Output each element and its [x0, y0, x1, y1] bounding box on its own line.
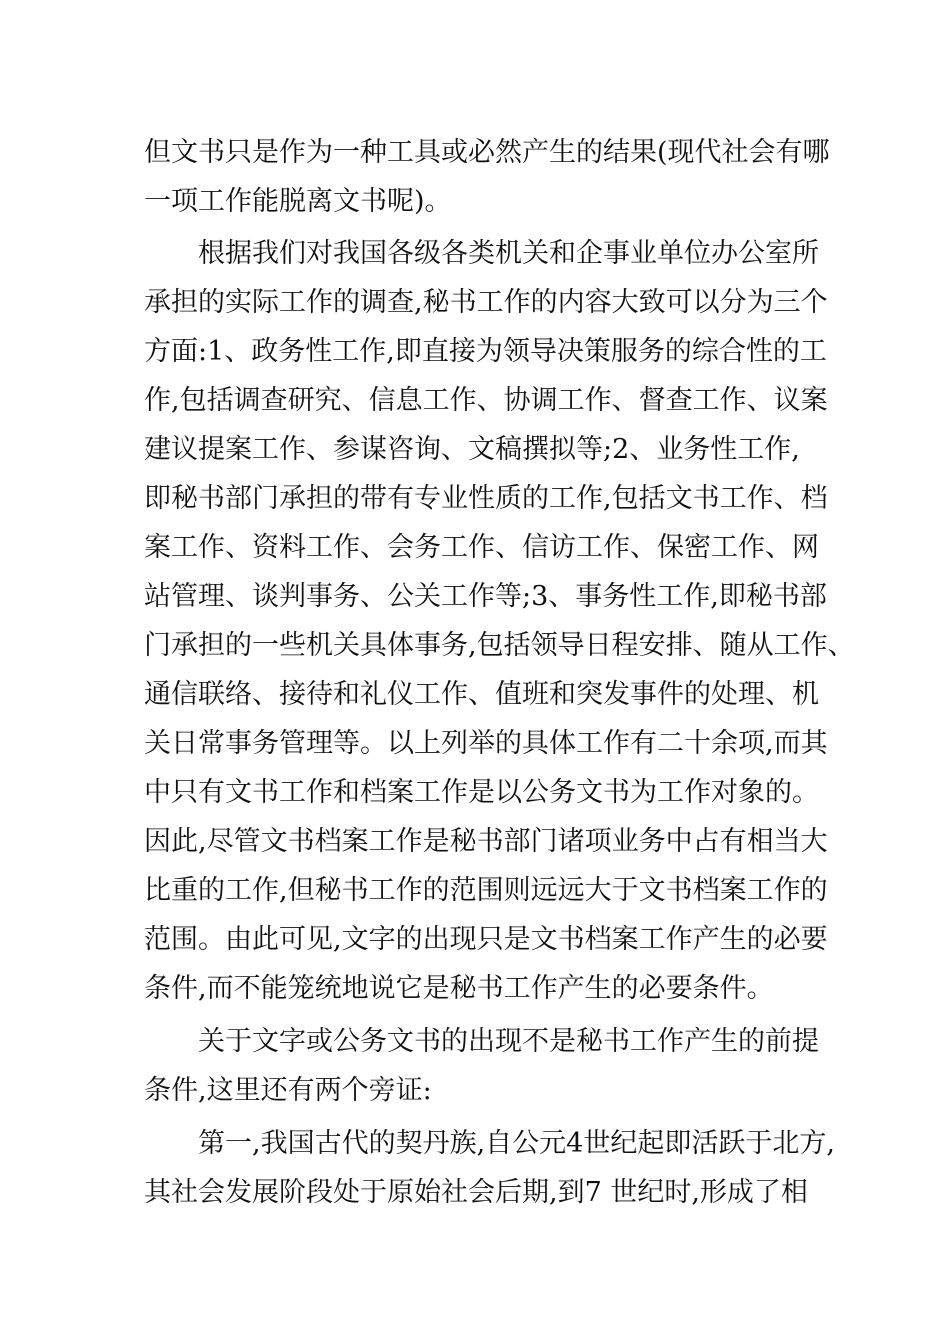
text-line: 其社会发展阶段处于原始社会后期,到7 世纪时,形成了相 — [144, 1177, 808, 1208]
text-line: 通信联络、接待和礼仪工作、值班和突发事件的处理、机 — [144, 679, 819, 710]
text-line: 案工作、资料工作、会务工作、信访工作、保密工作、网 — [144, 532, 819, 563]
text-line: 作,包括调查研究、信息工作、协调工作、督查工作、议案 — [144, 385, 828, 416]
text-line: 方面:1、政务性工作,即直接为领导决策服务的综合性的工 — [144, 336, 827, 367]
text-line: 条件,而不能笼统地说它是秘书工作产生的必要条件。 — [144, 973, 774, 1004]
text-line: 一项工作能脱离文书呢)。 — [144, 186, 452, 217]
paragraph-first-line: 根据我们对我国各级各类机关和企事业单位办公室所 — [198, 238, 819, 269]
text-line: 站管理、谈判事务、公关工作等;3、事务性工作,即秘书部 — [144, 581, 827, 612]
text-line: 比重的工作,但秘书工作的范围则远远大于文书档案工作的 — [144, 875, 828, 906]
text-line: 中只有文书工作和档案工作是以公务文书为工作对象的。 — [144, 777, 819, 808]
text-line: 承担的实际工作的调查,秘书工作的内容大致可以分为三个 — [144, 287, 828, 318]
text-line: 关日常事务管理等。以上列举的具体工作有二十余项,而其 — [144, 728, 828, 759]
text-line: 门承担的一些机关具体事务,包括领导日程安排、随从工作、 — [144, 630, 855, 661]
paragraph-first-line: 第一,我国古代的契丹族,自公元4世纪起即活跃于北方, — [198, 1128, 835, 1159]
paragraph-first-line: 关于文字或公务文书的出现不是秘书工作产生的前提 — [198, 1026, 819, 1057]
text-line: 建议提案工作、参谋咨询、文稿撰拟等;2、业务性工作, — [144, 434, 800, 465]
text-line: 即秘书部门承担的带有专业性质的工作,包括文书工作、档 — [144, 483, 828, 514]
text-line: 条件,这里还有两个旁证: — [144, 1075, 432, 1106]
text-line: 范围。由此可见,文字的出现只是文书档案工作产生的必要 — [144, 924, 828, 955]
text-line: 但文书只是作为一种工具或必然产生的结果(现代社会有哪 — [144, 137, 830, 168]
text-line: 因此,尽管文书档案工作是秘书部门诸项业务中占有相当大 — [144, 826, 828, 857]
